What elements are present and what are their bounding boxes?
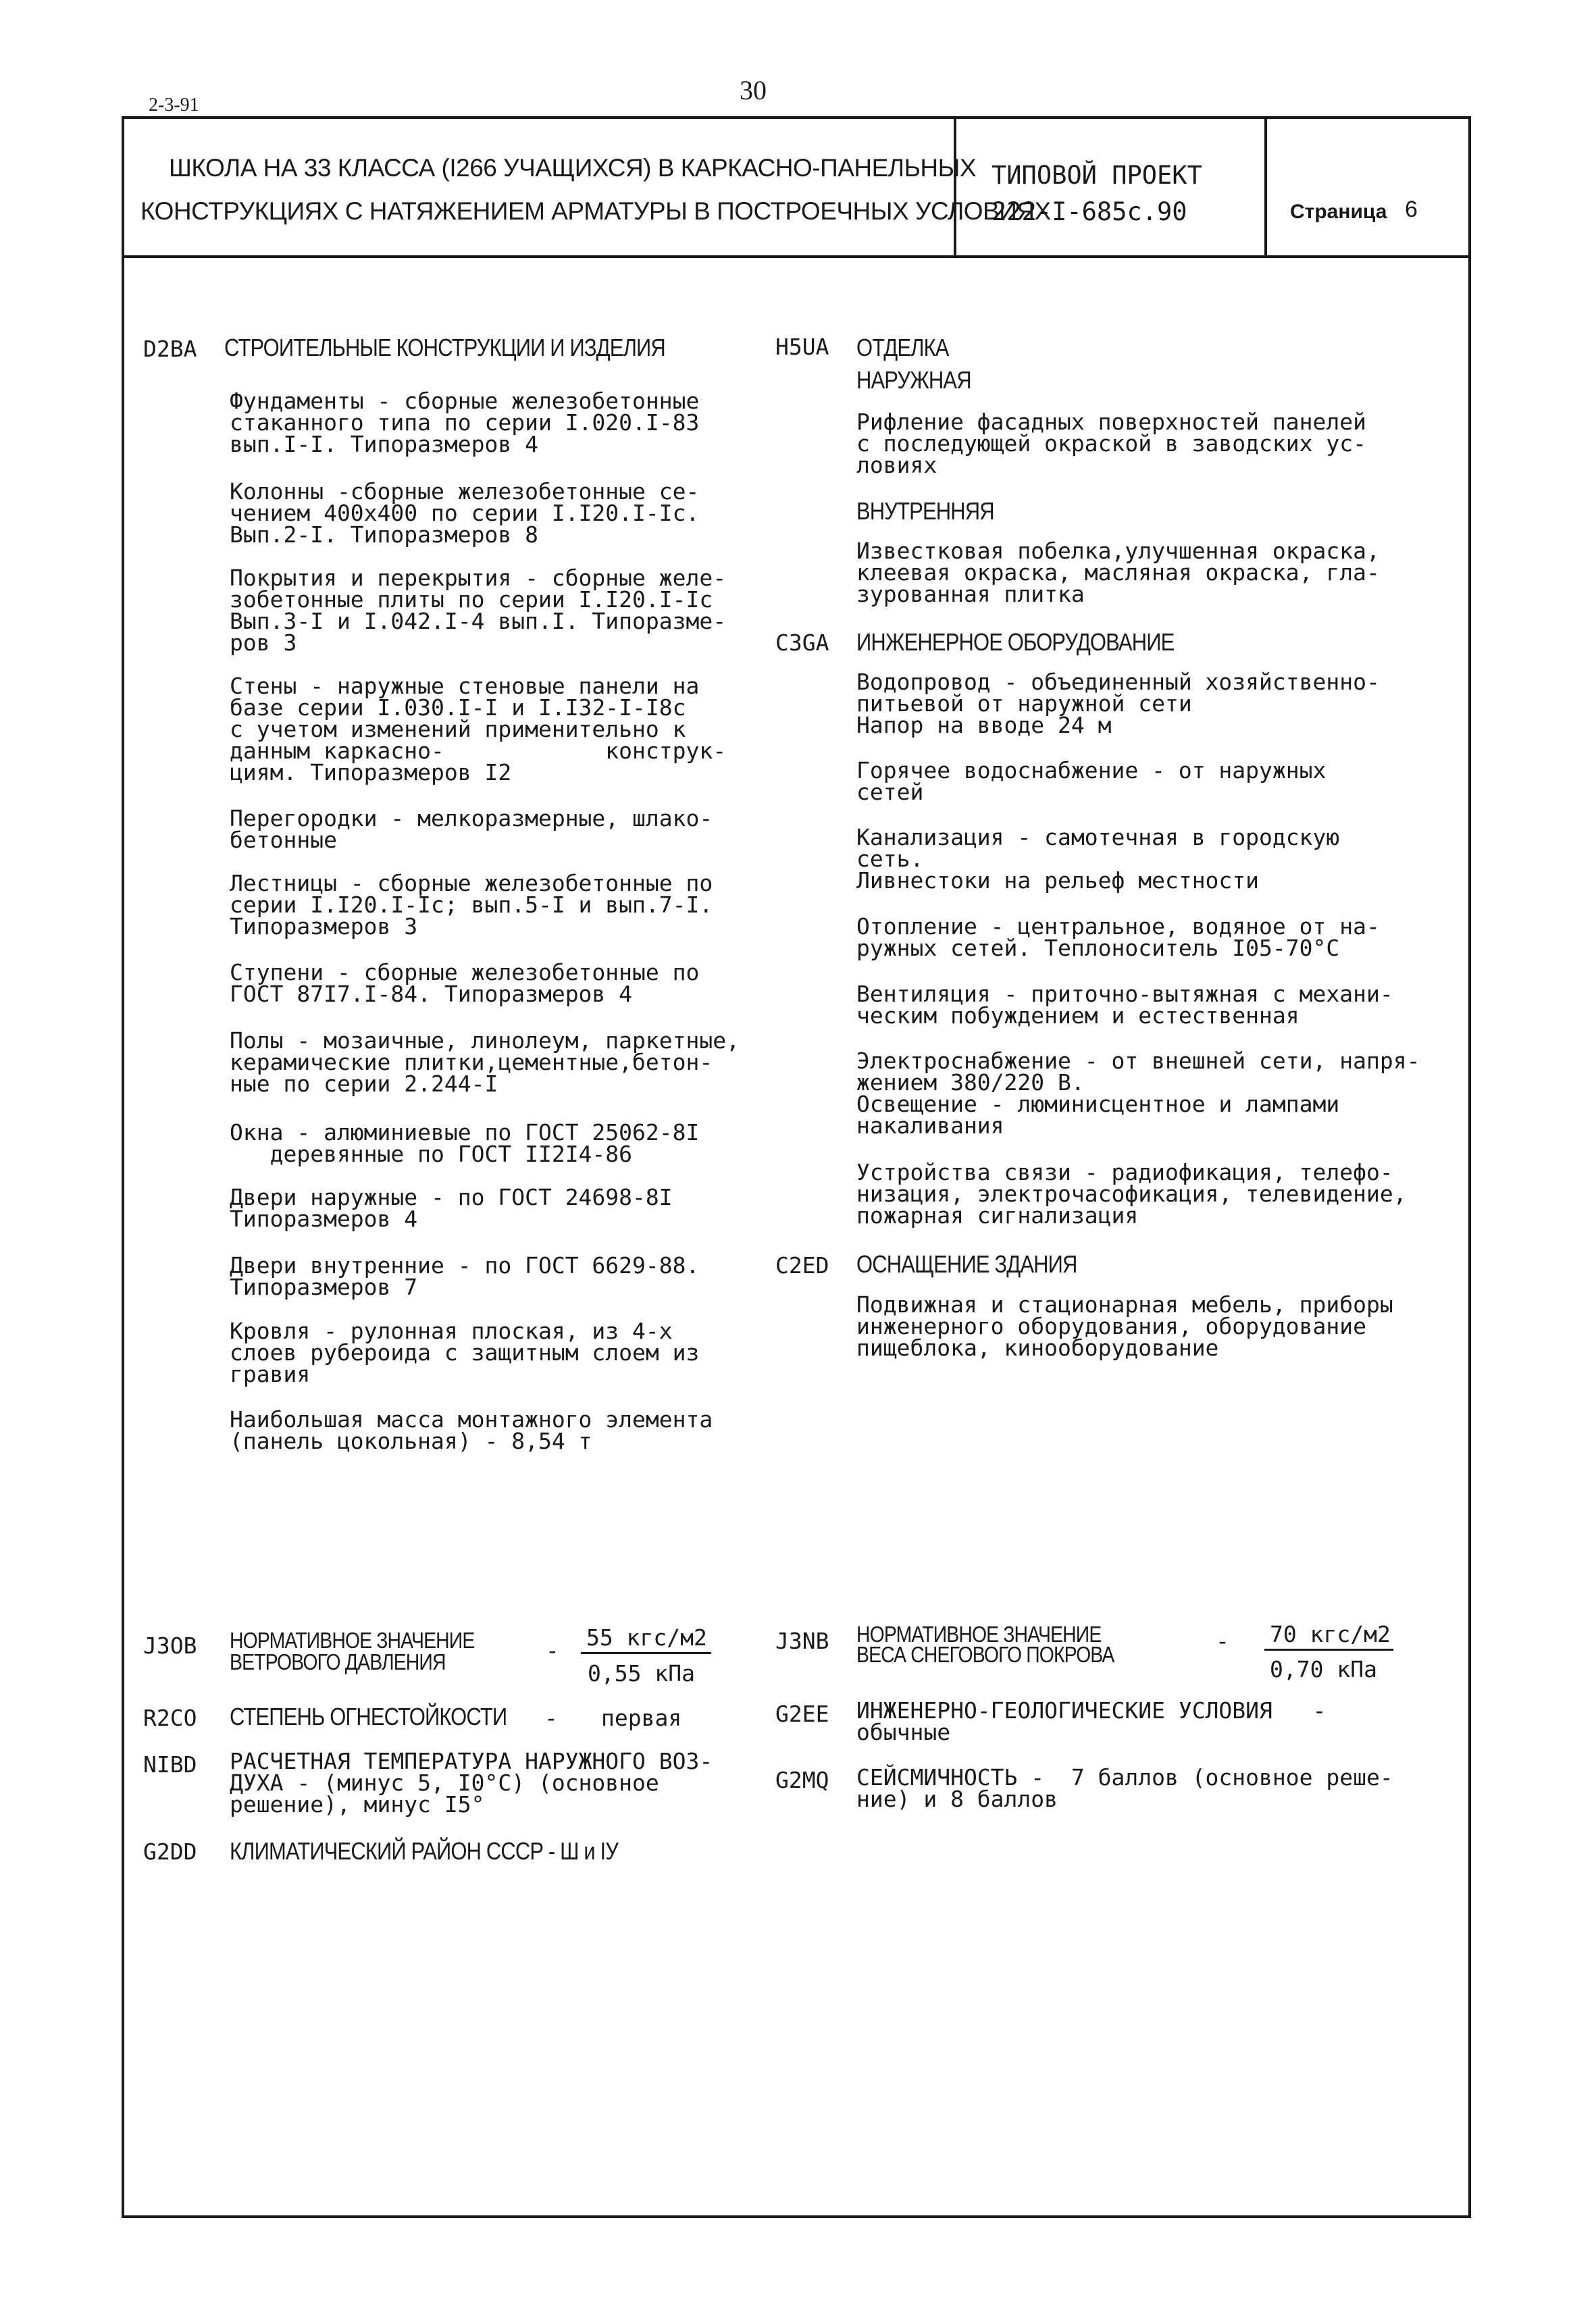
finish-heading: ОТДЕЛКА: [856, 334, 949, 361]
wind-value-kpa: 0,55 кПа: [588, 1660, 695, 1687]
wind-code: J3OB: [143, 1632, 197, 1659]
spec-slabs: Покрытия и перекрытия - сборные желе- зобетонные плиты по серии I.I20.I-Iс Вып.3-I и I.042.I-4 вып.I. Типоразме- ров 3: [230, 565, 727, 656]
fire-code: R2CO: [143, 1705, 197, 1731]
spec-heating: Отопление - центральное, водяное от на- ружных сетей. Теплоноситель I05-70°С: [856, 913, 1380, 961]
spec-walls: Стены - наружные стеновые панели на базе серии I.030.I-I и I.I32-I-I8с с учетом изменений применительно к данным каркасно- конструк- циям. Типоразмеров I2: [230, 673, 727, 786]
interior-heading: ВНУТРЕННЯЯ: [856, 497, 994, 525]
header-col-divider-1: [954, 116, 956, 257]
sheet-code: 2-3-91: [149, 95, 199, 115]
snow-value-kgs: 70 кгс/м2: [1264, 1621, 1393, 1651]
spec-ventilation: Вентиляция - приточно-вытяжная с механи- ческим побуждением и естественная: [856, 981, 1393, 1029]
spec-water-supply: Водопровод - объединенный хозяйственно- питьевой от наружной сети Напор на вводе 24 м: [856, 669, 1380, 738]
finish-code: H5UA: [775, 334, 829, 360]
spec-roof: Кровля - рулонная плоская, из 4-х слоев рубероида с защитным слоем из гравия: [230, 1318, 700, 1387]
geo-text: ИНЖЕНЕРНО-ГЕОЛОГИЧЕСКИЕ УСЛОВИЯ - обычные: [856, 1697, 1327, 1745]
page-number: 30: [740, 75, 767, 105]
spec-hot-water: Горячее водоснабжение - от наружных сетей: [856, 757, 1327, 805]
project-number: 222-I-685с.90: [992, 197, 1187, 226]
fire-value: первая: [601, 1705, 682, 1731]
spec-power: Электроснабжение - от внешней сети, напря- жением 380/220 В. Освещение - люминисцентное и лампами накаливания: [856, 1048, 1420, 1139]
header-divider: [122, 255, 1471, 258]
page-label: Страница: [1290, 201, 1387, 223]
document-title-line1: ШКОЛА НА 33 КЛАССА (I266 УЧАЩИХСЯ) В КАРКАСНО-ПАНЕЛЬНЫХ: [169, 154, 976, 182]
spec-communications: Устройства связи - радиофикация, телефо- низация, электрочасофикация, телевидение, пожарная сигнализация: [856, 1159, 1407, 1229]
spec-foundations: Фундаменты - сборные железобетонные стаканного типа по серии I.020.I-83 вып.I-I. Типоразмеров 4: [230, 388, 700, 457]
fire-label: СТЕПЕНЬ ОГНЕСТОЙКОСТИ: [230, 1703, 507, 1730]
fitting-heading: ОСНАЩЕНИЕ ЗДАНИЯ: [856, 1250, 1077, 1278]
document-title-line2: КОНСТРУКЦИЯХ С НАТЯЖЕНИЕМ АРМАТУРЫ В ПОСТРОЕЧНЫХ УСЛОВИЯХ: [140, 197, 1051, 225]
fire-dash: -: [544, 1705, 558, 1731]
spec-floors: Полы - мозаичные, линолеум, паркетные, керамические плитки,цементные,бетон- ные по серии 2.244-I: [230, 1027, 740, 1097]
page-value: 6: [1405, 197, 1418, 222]
spec-outer-doors: Двери наружные - по ГОСТ 24698-8I Типоразмеров 4: [230, 1184, 673, 1232]
snow-dash: -: [1216, 1628, 1229, 1654]
spec-windows: Окна - алюминиевые по ГОСТ 25062-8I деревянные по ГОСТ II2I4-86: [230, 1119, 700, 1167]
climate-text: КЛИМАТИЧЕСКИЙ РАЙОН СССР - Ш и IУ: [230, 1837, 619, 1865]
equipment-heading: ИНЖЕНЕРНОЕ ОБОРУДОВАНИЕ: [856, 628, 1175, 656]
snow-code: J3NB: [775, 1628, 829, 1654]
spec-columns: Колонны -сборные железобетонные се- чением 400х400 по серии I.I20.I-Iс. Вып.2-I. Типоразмеров 8: [230, 478, 700, 548]
fitting-text: Подвижная и стационарная мебель, приборы инженерного оборудования, оборудование пищеблока, кинооборудование: [856, 1291, 1393, 1361]
spec-steps: Ступени - сборные железобетонные по ГОСТ 87I7.I-84. Типоразмеров 4: [230, 959, 700, 1007]
spec-inner-doors: Двери внутренние - по ГОСТ 6629-88. Типоразмеров 7: [230, 1252, 700, 1300]
project-label: ТИПОВОЙ ПРОЕКТ: [992, 161, 1202, 190]
wind-dash: -: [546, 1637, 559, 1664]
seismic-code: G2MQ: [775, 1767, 829, 1793]
exterior-text: Рифление фасадных поверхностей панелей с последующей окраской в заводских ус- ловиях: [856, 409, 1366, 478]
climate-code: G2DD: [143, 1839, 197, 1865]
wind-value-kgs: 55 кгс/м2: [581, 1624, 711, 1654]
spec-partitions: Перегородки - мелкоразмерные, шлако- бетонные: [230, 805, 713, 853]
spec-sewerage: Канализация - самотечная в городскую сеть. Ливнестоки на рельеф местности: [856, 824, 1340, 894]
snow-label: НОРМАТИВНОЕ ЗНАЧЕНИЕ ВЕСА СНЕГОВОГО ПОКРОВА: [856, 1622, 1114, 1667]
header-col-divider-2: [1264, 116, 1267, 257]
spec-max-mass: Наибольшая масса монтажного элемента (панель цокольная) - 8,54 т: [230, 1406, 713, 1454]
interior-text: Известковая побелка,улучшенная окраска, клеевая окраска, масляная окраска, гла- зурованная плитка: [856, 538, 1380, 607]
seismic-text: СЕЙСМИЧНОСТЬ - 7 баллов (основное реше- ние) и 8 баллов: [856, 1764, 1393, 1812]
temp-text: РАСЧЕТНАЯ ТЕМПЕРАТУРА НАРУЖНОГО ВОЗ- ДУХА - (минус 5, I0°С) (основное решение), минус I5°: [230, 1748, 713, 1818]
snow-value-kpa: 0,70 кПа: [1270, 1656, 1377, 1682]
section-code: D2BA: [143, 336, 197, 362]
wind-label: НОРМАТИВНОЕ ЗНАЧЕНИЕ ВЕТРОВОГО ДАВЛЕНИЯ: [230, 1628, 475, 1674]
spec-stairs: Лестницы - сборные железобетонные по серии I.I20.I-Iс; вып.5-I и вып.7-I. Типоразмеров 3: [230, 870, 713, 940]
equipment-code: C3GA: [775, 629, 829, 656]
exterior-heading: НАРУЖНАЯ: [856, 366, 971, 394]
geo-code: G2EE: [775, 1701, 829, 1727]
fitting-code: C2ED: [775, 1252, 829, 1279]
temp-code: NIBD: [143, 1751, 197, 1778]
section-heading: СТРОИТЕЛЬНЫЕ КОНСТРУКЦИИ И ИЗДЕЛИЯ: [224, 334, 665, 361]
